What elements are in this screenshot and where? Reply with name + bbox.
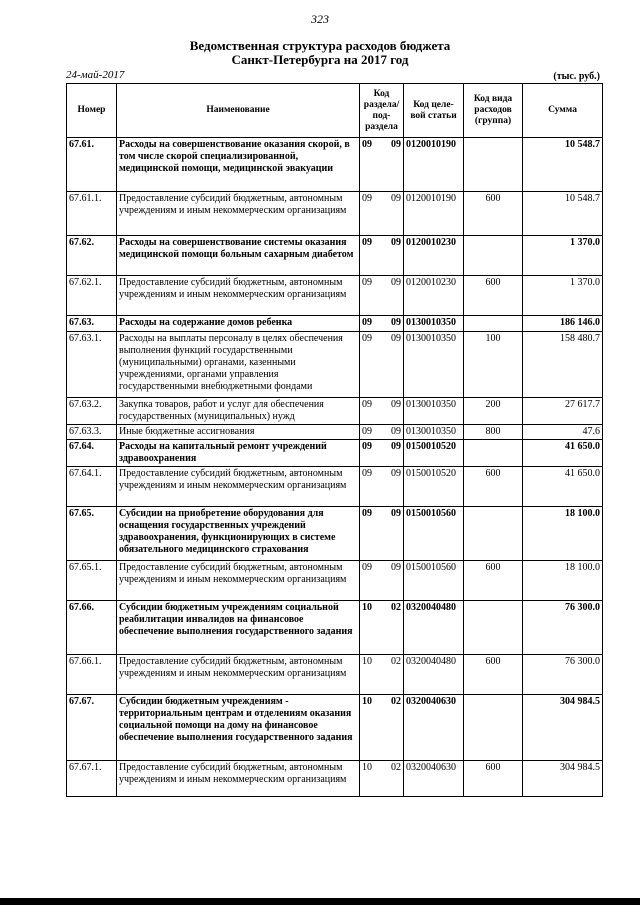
- row-target-code: 0150010560: [404, 507, 464, 561]
- header-expense-type: Код вида расходов (группа): [464, 84, 523, 138]
- row-sum: 47.6: [523, 425, 603, 440]
- bottom-scan-edge: [0, 898, 640, 905]
- row-subsection: 09: [382, 316, 404, 332]
- row-subsection: 09: [382, 332, 404, 398]
- row-number: 67.63.2.: [67, 398, 117, 425]
- row-sum: 27 617.7: [523, 398, 603, 425]
- row-subsection: 09: [382, 192, 404, 236]
- row-sum: 41 650.0: [523, 440, 603, 467]
- row-sum: 10 548.7: [523, 192, 603, 236]
- row-name: Закупка товаров, работ и услуг для обеспечения государственных (муниципальных) нужд: [117, 398, 360, 425]
- document-title: [0, 39, 640, 67]
- page-number: 323: [311, 12, 329, 26]
- row-target-code: 0320040630: [404, 761, 464, 797]
- row-name: Расходы на капитальный ремонт учреждений здравоохранения: [117, 440, 360, 467]
- row-expense-type: [464, 507, 523, 561]
- row-target-code: 0150010520: [404, 467, 464, 507]
- row-expense-type: 600: [464, 276, 523, 316]
- row-number: 67.65.1.: [67, 561, 117, 601]
- row-subsection: 02: [382, 695, 404, 761]
- row-subsection: 09: [382, 398, 404, 425]
- table-header-row: [67, 84, 603, 138]
- row-name: Расходы на совершенствование системы оказания медицинской помощи больным сахарным диабетом: [117, 236, 360, 276]
- row-sum: 304 984.5: [523, 761, 603, 797]
- table-row: [67, 761, 603, 797]
- row-expense-type: 100: [464, 332, 523, 398]
- row-sum: 304 984.5: [523, 695, 603, 761]
- row-section: 10: [360, 655, 382, 695]
- row-expense-type: 800: [464, 425, 523, 440]
- row-sum: 76 300.0: [523, 655, 603, 695]
- header-section-code: Код раздела/ под- раздела: [360, 84, 404, 138]
- row-name: Предоставление субсидий бюджетным, автономным учреждениям и иным некоммерческим организациям: [117, 655, 360, 695]
- table-row: [67, 440, 603, 467]
- row-subsection: 02: [382, 655, 404, 695]
- row-subsection: 09: [382, 276, 404, 316]
- row-section: 09: [360, 561, 382, 601]
- row-subsection: 02: [382, 761, 404, 797]
- row-subsection: 09: [382, 467, 404, 507]
- row-number: 67.62.: [67, 236, 117, 276]
- row-name: Расходы на выплаты персоналу в целях обеспечения выполнения функций государственными (муниципальными) органами, казенными учреждениями, органами управления государственными внебюджетными фондами: [117, 332, 360, 398]
- row-subsection: 09: [382, 440, 404, 467]
- row-target-code: 0130010350: [404, 332, 464, 398]
- row-target-code: 0320040480: [404, 655, 464, 695]
- row-expense-type: [464, 316, 523, 332]
- row-expense-type: [464, 695, 523, 761]
- row-target-code: 0320040630: [404, 695, 464, 761]
- row-target-code: 0120010190: [404, 192, 464, 236]
- table-row: [67, 138, 603, 192]
- row-subsection: 02: [382, 601, 404, 655]
- row-section: 09: [360, 467, 382, 507]
- row-number: 67.64.1.: [67, 467, 117, 507]
- table-row: [67, 655, 603, 695]
- row-section: 10: [360, 695, 382, 761]
- row-name: Предоставление субсидий бюджетным, автономным учреждениям и иным некоммерческим организациям: [117, 192, 360, 236]
- row-name: Предоставление субсидий бюджетным, автономным учреждениям и иным некоммерческим организациям: [117, 561, 360, 601]
- row-number: 67.67.1.: [67, 761, 117, 797]
- row-number: 67.62.1.: [67, 276, 117, 316]
- row-name: Предоставление субсидий бюджетным, автономным учреждениям и иным некоммерческим организациям: [117, 467, 360, 507]
- row-section: 09: [360, 507, 382, 561]
- row-section: 09: [360, 440, 382, 467]
- row-section: 09: [360, 316, 382, 332]
- row-target-code: 0120010190: [404, 138, 464, 192]
- title-line-1: Ведомственная структура расходов бюджета: [189, 38, 451, 53]
- row-section: 09: [360, 425, 382, 440]
- row-expense-type: 600: [464, 467, 523, 507]
- row-number: 67.63.1.: [67, 332, 117, 398]
- row-sum: 41 650.0: [523, 467, 603, 507]
- row-target-code: 0320040480: [404, 601, 464, 655]
- title-line-2: Санкт-Петербурга на 2017 год: [231, 52, 409, 67]
- row-subsection: 09: [382, 138, 404, 192]
- document-date: 24-май-2017: [66, 69, 125, 81]
- row-expense-type: 200: [464, 398, 523, 425]
- row-target-code: 0130010350: [404, 316, 464, 332]
- header-name: Наименование: [117, 84, 360, 138]
- row-number: 67.61.: [67, 138, 117, 192]
- row-number: 67.65.: [67, 507, 117, 561]
- table-row: [67, 192, 603, 236]
- budget-table: [66, 83, 603, 797]
- row-section: 09: [360, 276, 382, 316]
- table-row: [67, 561, 603, 601]
- row-sum: 76 300.0: [523, 601, 603, 655]
- row-subsection: 09: [382, 561, 404, 601]
- table-row: [67, 236, 603, 276]
- row-number: 67.67.: [67, 695, 117, 761]
- row-target-code: 0120010230: [404, 276, 464, 316]
- row-name: Субсидии бюджетным учреждениям - территориальным центрам и отделениям оказания социальной помощи на дому на финансовое обеспечение выполнения государственного задания: [117, 695, 360, 761]
- row-number: 67.63.3.: [67, 425, 117, 440]
- row-target-code: 0150010560: [404, 561, 464, 601]
- row-section: 10: [360, 601, 382, 655]
- row-section: 09: [360, 192, 382, 236]
- row-section: 09: [360, 332, 382, 398]
- row-number: 67.61.1.: [67, 192, 117, 236]
- table-row: [67, 398, 603, 425]
- row-sum: 1 370.0: [523, 236, 603, 276]
- row-subsection: 09: [382, 507, 404, 561]
- row-sum: 186 146.0: [523, 316, 603, 332]
- row-sum: 10 548.7: [523, 138, 603, 192]
- table-body: [67, 138, 603, 797]
- header-number: Номер: [67, 84, 117, 138]
- table-row: [67, 695, 603, 761]
- row-section: 09: [360, 236, 382, 276]
- row-subsection: 09: [382, 425, 404, 440]
- table-row: [67, 425, 603, 440]
- row-target-code: 0130010350: [404, 425, 464, 440]
- row-name: Субсидии на приобретение оборудования для оснащения государственных учреждений здравоохранения, функционирующих в системе обязательного медицинского страхования: [117, 507, 360, 561]
- row-sum: 158 480.7: [523, 332, 603, 398]
- row-sum: 18 100.0: [523, 507, 603, 561]
- table-row: [67, 507, 603, 561]
- row-target-code: 0120010230: [404, 236, 464, 276]
- row-expense-type: 600: [464, 192, 523, 236]
- row-expense-type: [464, 440, 523, 467]
- row-expense-type: [464, 601, 523, 655]
- row-name: Расходы на содержание домов ребенка: [117, 316, 360, 332]
- row-name: Субсидии бюджетным учреждениям социальной реабилитации инвалидов на финансовое обеспечение выполнения государственного задания: [117, 601, 360, 655]
- row-number: 67.66.: [67, 601, 117, 655]
- row-expense-type: 600: [464, 761, 523, 797]
- row-target-code: 0150010520: [404, 440, 464, 467]
- row-name: Предоставление субсидий бюджетным, автономным учреждениям и иным некоммерческим организациям: [117, 276, 360, 316]
- header-target-code: Код целе- вой статьи: [404, 84, 464, 138]
- row-subsection: 09: [382, 236, 404, 276]
- row-number: 67.63.: [67, 316, 117, 332]
- row-expense-type: [464, 138, 523, 192]
- row-expense-type: 600: [464, 655, 523, 695]
- row-name: Расходы на совершенствование оказания скорой, в том числе скорой специализированной, медицинской помощи, медицинской эвакуации: [117, 138, 360, 192]
- table-row: [67, 276, 603, 316]
- row-section: 10: [360, 761, 382, 797]
- units-label: (тыс. руб.): [553, 71, 600, 82]
- header-sum: Сумма: [523, 84, 603, 138]
- row-sum: 1 370.0: [523, 276, 603, 316]
- table-row: [67, 332, 603, 398]
- row-expense-type: 600: [464, 561, 523, 601]
- row-expense-type: [464, 236, 523, 276]
- table-row: [67, 601, 603, 655]
- row-number: 67.64.: [67, 440, 117, 467]
- row-number: 67.66.1.: [67, 655, 117, 695]
- table-row: [67, 467, 603, 507]
- row-section: 09: [360, 398, 382, 425]
- row-target-code: 0130010350: [404, 398, 464, 425]
- row-name: Иные бюджетные ассигнования: [117, 425, 360, 440]
- row-section: 09: [360, 138, 382, 192]
- row-sum: 18 100.0: [523, 561, 603, 601]
- row-name: Предоставление субсидий бюджетным, автономным учреждениям и иным некоммерческим организациям: [117, 761, 360, 797]
- table-row: [67, 316, 603, 332]
